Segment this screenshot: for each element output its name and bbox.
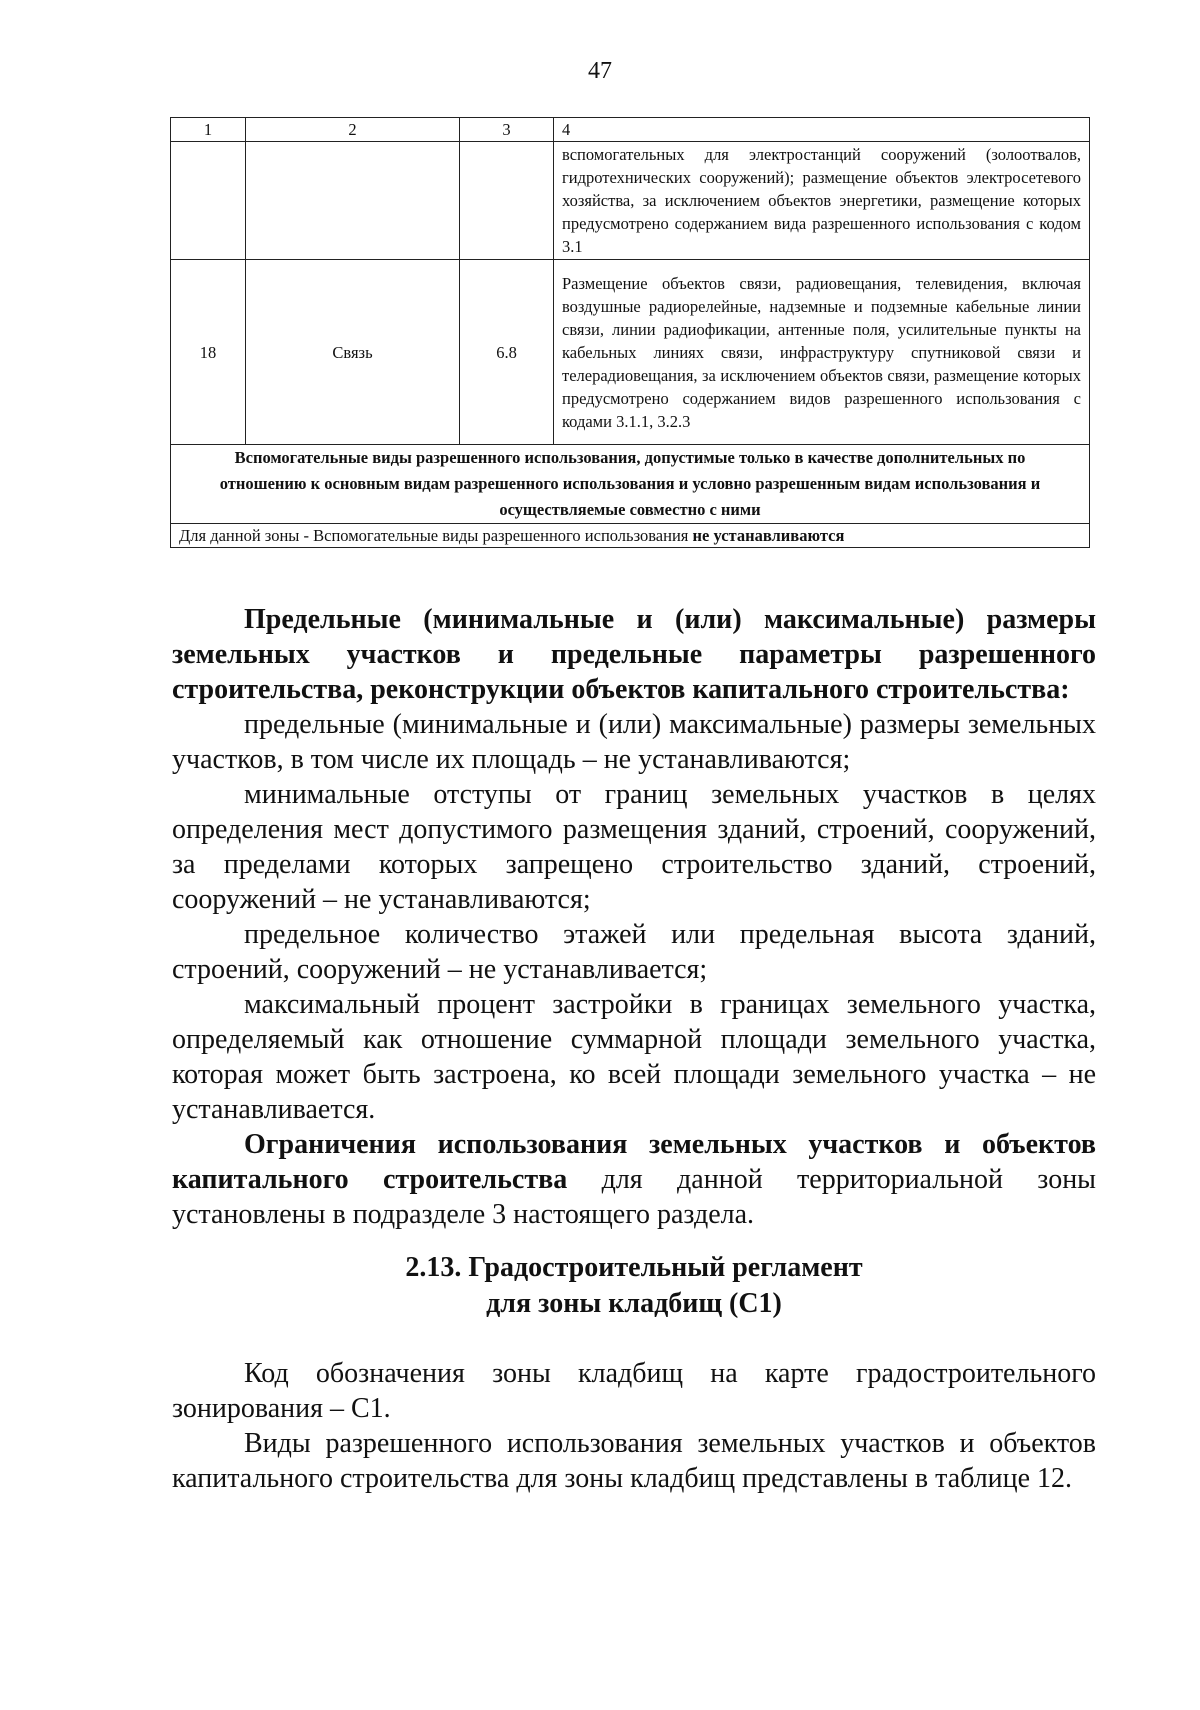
subsection-title <box>172 1250 1096 1322</box>
aux-note-prefix: Для данной зоны - Вспомогательные виды разрешенного использования <box>179 526 693 545</box>
row-name: Связь <box>246 260 460 445</box>
aux-heading: Вспомогательные виды разрешенного использования, допустимые только в качестве дополнительных по отношению к основным видам разрешенного использования и условно разрешенным видам использования и осуществляемые совместно с ними <box>171 445 1090 524</box>
subsection-paragraph-1: Код обозначения зоны кладбищ на карте градостроительного зонирования – С1. <box>172 1358 1096 1424</box>
subsection-title-line-2: для зоны кладбищ (С1) <box>486 1288 782 1319</box>
aux-heading-row <box>171 445 1090 524</box>
limits-paragraph-4: максимальный процент застройки в границах земельного участка, определяемый как отношение суммарной площади земельного участка, которая может быть застроена, ко всей площади земельного участка – не устанавливается. <box>172 989 1096 1125</box>
aux-note-bold: не устанавливаются <box>692 526 845 545</box>
page-number: 47 <box>588 58 612 84</box>
cell-empty <box>246 142 460 260</box>
aux-note-row <box>171 524 1090 548</box>
aux-note <box>171 524 1090 548</box>
subsection-title-line-1: 2.13. Градостроительный регламент <box>405 1252 863 1283</box>
restrictions-bold: Ограничения использования земельных участков и объектов капитального строительства <box>172 1129 1096 1195</box>
row-description: Размещение объектов связи, радиовещания, телевидения, включая воздушные радиорелейные, надземные и подземные кабельные линии связи, линии радиофикации, антенные поля, усилительные пункты на кабельных линиях связи, инфраструктуру спутниковой связи и телерадиовещания, за исключением объектов связи, размещение которых предусмотрено содержанием видов разрешенного использования с кодами 3.1.1, 3.2.3 <box>554 260 1090 445</box>
header-col-3: 3 <box>460 118 554 142</box>
limits-section <box>172 602 1096 1232</box>
restrictions-rest: для данной территориальной зоны установлены в подразделе 3 настоящего раздела. <box>172 1164 1096 1230</box>
table-header-row <box>171 118 1090 142</box>
continuation-description: вспомогательных для электростанций сооружений (золоотвалов, гидротехнических сооружений); размещение объектов электросетевого хозяйства, за исключением объектов энергетики, размещение которых предусмотрено содержанием вида разрешенного использования с кодом 3.1 <box>554 142 1090 260</box>
subsection-body <box>172 1356 1096 1496</box>
table-row-18 <box>171 260 1090 445</box>
subsection-paragraph-2: Виды разрешенного использования земельных участков и объектов капитального строительства для зоны кладбищ представлены в таблице 12. <box>172 1428 1096 1494</box>
limits-paragraph-3: предельное количество этажей или предельная высота зданий, строений, сооружений – не устанавливается; <box>172 919 1096 985</box>
header-col-4: 4 <box>554 118 1090 142</box>
limits-paragraph-1: предельные (минимальные и (или) максимальные) размеры земельных участков, в том числе их площадь – не устанавливаются; <box>172 709 1096 775</box>
limits-paragraph-2: минимальные отступы от границ земельных участков в целях определения мест допустимого размещения зданий, строений, сооружений, за пределами которых запрещено строительство зданий, строений, сооружений – не устанавливаются; <box>172 779 1096 915</box>
header-col-1: 1 <box>171 118 246 142</box>
cell-empty <box>460 142 554 260</box>
header-col-2: 2 <box>246 118 460 142</box>
permitted-use-table <box>170 117 1090 548</box>
limits-heading: Предельные (минимальные и (или) максимальные) размеры земельных участков и предельные параметры разрешенного строительства, реконструкции объектов капитального строительства: <box>172 604 1096 705</box>
row-number: 18 <box>171 260 246 445</box>
restrictions-paragraph <box>172 1127 1096 1232</box>
cell-empty <box>171 142 246 260</box>
table-row-continuation <box>171 142 1090 260</box>
row-code: 6.8 <box>460 260 554 445</box>
